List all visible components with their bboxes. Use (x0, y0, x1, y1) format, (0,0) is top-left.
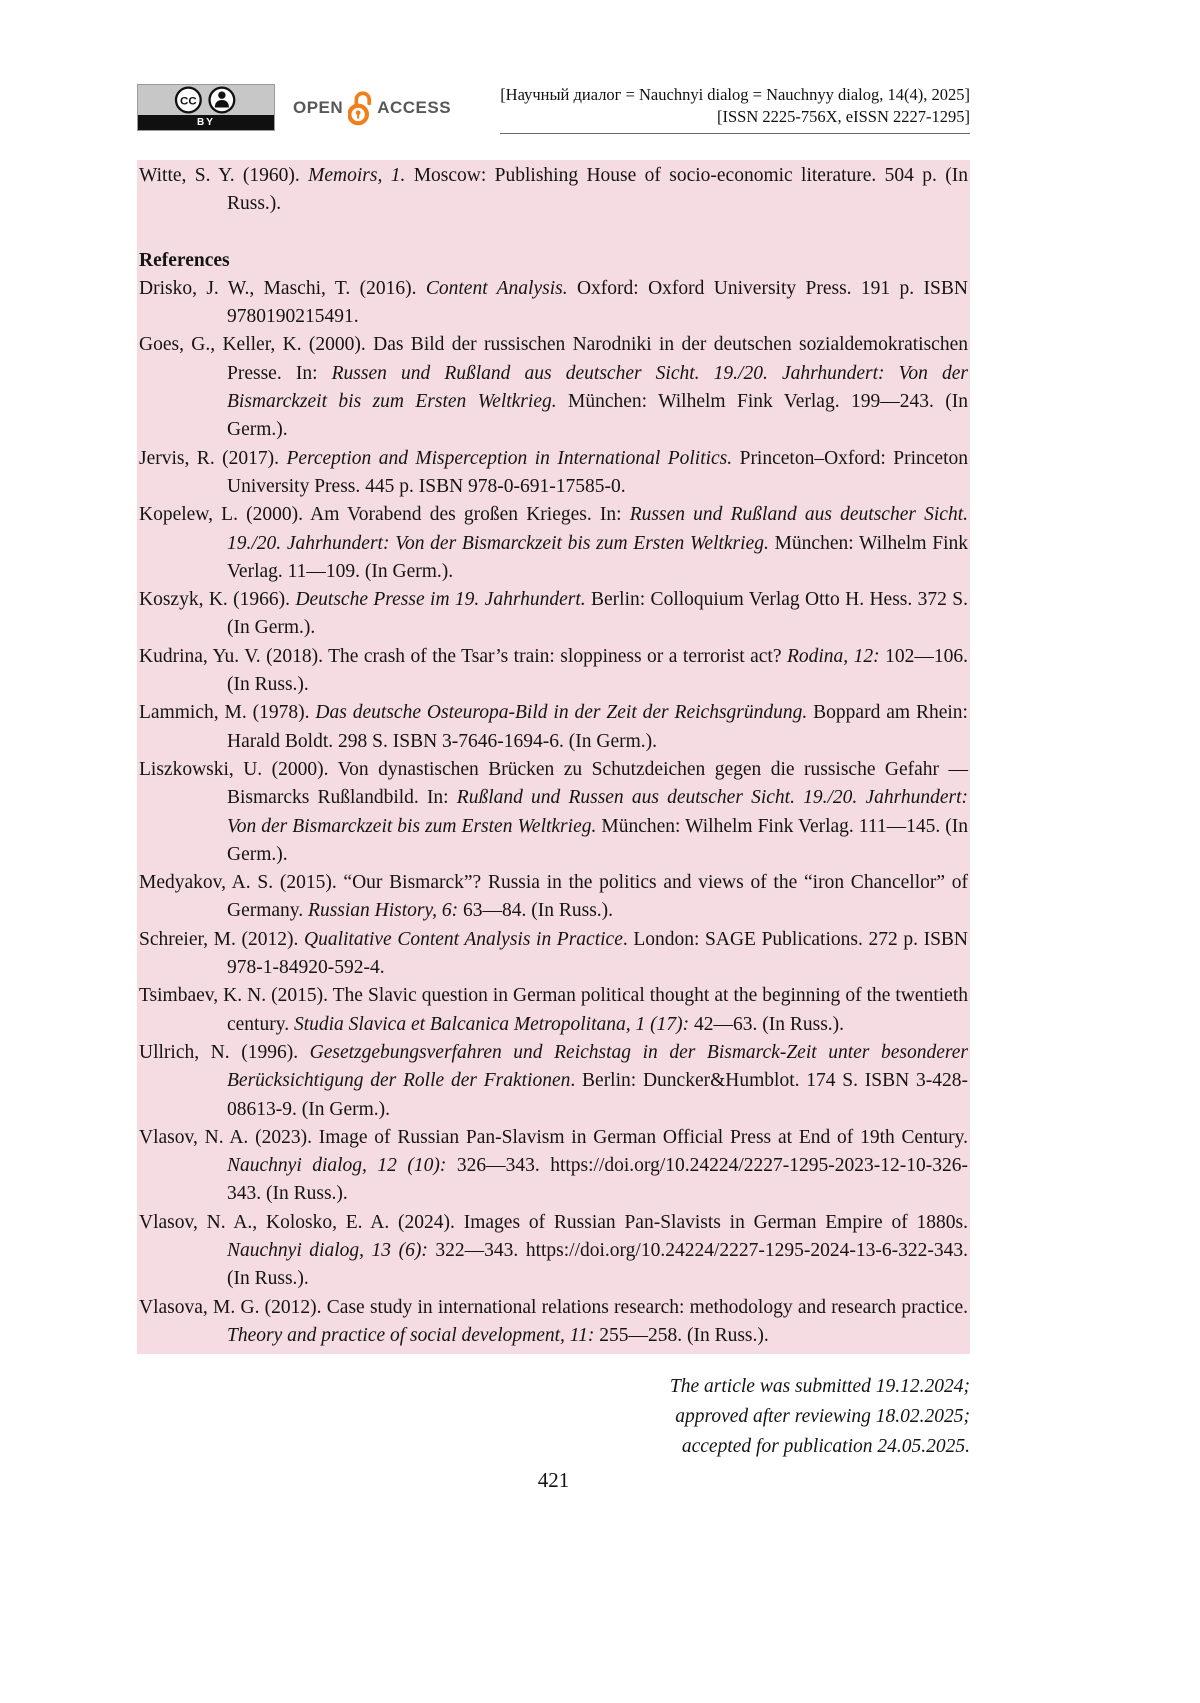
ref-text-segment: Content Analysis. (425, 277, 568, 299)
ref-text-segment: Vlasova, M. G. (2012). Case study in international relations research: methodology and research practice. (139, 1296, 968, 1318)
ref-text-segment: Qualitative Content Analysis in Practice (303, 928, 623, 950)
reference-entry (139, 445, 968, 502)
ref-text-segment: Liszkowski, U. (2000). Von dynastischen Brücken zu Schutzdeichen gegen die russische Gefahr — Bismarcks Rußlandbild. In: (139, 758, 968, 809)
reference-entry (139, 501, 968, 586)
reference-entry (139, 275, 968, 332)
ref-text-segment: Russen und Rußland aus deutscher Sicht. 19./20. Jahrhundert: Von der Bismarckzeit bis zum Ersten Weltkrieg. (227, 504, 968, 554)
journal-header-text (500, 84, 970, 134)
ref-text-segment: Nauchnyi dialog, 13 (6): (227, 1239, 428, 1261)
ref-text-segment: Kudrina, Yu. V. (2018). The crash of the Tsar’s train: sloppiness or a terrorist act? (139, 645, 787, 667)
ref-text-segment: Rußland und Russen aus deutscher Sicht. 19./20. Jahrhundert: Von der Bismarckzeit bis zum Ersten Weltkrieg. (227, 787, 968, 837)
ref-text-segment: Berlin: Colloquium Verlag Otto H. Hess. 372 S. (In Germ.). (227, 589, 968, 639)
ref-text-segment: Gesetzgebungsverfahren und Reichstag in der Bismarck-Zeit unter besonderer Berücksichtigung der Rolle der Fraktionen (227, 1041, 968, 1092)
cc-by-badge (137, 84, 275, 131)
reference-entry (139, 586, 968, 643)
ref-text-segment: 322—343. https://doi.org/10.24224/2227-1295-2024-13-6-322-343. (In Russ.). (227, 1239, 968, 1290)
ref-text-segment: Kopelew, L. (2000). Am Vorabend des großen Krieges. In: (139, 504, 630, 526)
cc-icons (138, 85, 274, 115)
ref-text-segment: Vlasov, N. A., Kolosko, E. A. (2024). Images of Russian Pan-Slavists in German Empire of 1880s. (139, 1211, 968, 1233)
open-label: OPEN (293, 97, 344, 117)
reference-entry (139, 699, 968, 756)
ref-text-segment: Perception and Misperception in International Politics. (286, 447, 733, 469)
ref-text-segment: 255—258. (In Russ.). (594, 1324, 769, 1346)
ref-text-segment: Deutsche Presse im 19. Jahrhundert. (295, 589, 586, 611)
reference-entry (139, 982, 968, 1039)
ref-text-segment: Medyakov, A. S. (2015). “Our Bismarck”? Russia in the politics and views of the “iron Chancellor” of Germany. (139, 872, 968, 922)
ref-text-segment: Princeton–Oxford: Princeton University Press. 445 p. ISBN 978-0-691-17585-0. (227, 447, 968, 497)
ref-text-segment: Theory and practice of social development, 11: (227, 1324, 595, 1346)
references-heading: References (139, 249, 230, 271)
ref-text-segment: München: Wilhelm Fink Verlag. 11—109. (In Germ.). (227, 532, 969, 582)
journal-title-line: [Научный диалог = Nauchnyi dialog = Nauchnyy dialog, 14(4), 2025] (500, 85, 970, 104)
submission-line: The article was submitted 19.12.2024; (669, 1376, 970, 1398)
ref-text-segment: Das deutsche Osteuropa-Bild in der Zeit der Reichsgründung. (315, 702, 808, 724)
cc-icon (164, 85, 248, 115)
ref-text-segment: Lammich, M. (1978). (139, 702, 316, 724)
ref-text-segment: Memoirs, 1. (308, 165, 406, 186)
ref-text-segment: Moscow: Publishing House of socio-economic literature. 504 p. (In Russ.). (227, 165, 968, 215)
ref-text-segment: 102—106. (In Russ.). (227, 645, 969, 696)
ref-text-segment: Tsimbaev, K. N. (2015). The Slavic question in German political thought at the beginning of the twentieth century. (139, 985, 968, 1035)
references-list (139, 275, 968, 1350)
reference-entry (139, 643, 968, 700)
reference-entry (139, 1039, 968, 1124)
ref-text-segment: Koszyk, K. (1966). (139, 589, 296, 611)
ref-text-segment: Schreier, M. (2012). (139, 928, 304, 950)
references-block (137, 160, 970, 1354)
ref-text-segment: München: Wilhelm Fink Verlag. 111—145. (In Germ.). (227, 815, 968, 865)
ref-text-segment: Russen und Rußland aus deutscher Sicht. 19./20. Jahrhundert: Von der Bismarckzeit bis zum Ersten Weltkrieg. (227, 362, 968, 413)
reference-entry (139, 869, 968, 926)
reference-entry (139, 162, 968, 219)
ref-text-segment: Russian History, 6: (308, 900, 459, 922)
ref-text-segment: Studia Slavica et Balcanica Metropolitana, 1 (17): (293, 1013, 690, 1035)
ref-text-segment: . Berlin: Duncker&Humblot. 174 S. ISBN 3-428-08613-9. (In Germ.). (227, 1070, 968, 1120)
access-label: ACCESS (377, 97, 452, 117)
ref-text-segment: Boppard am Rhein: Harald Boldt. 298 S. ISBN 3-7646-1694-6. (In Germ.). (227, 702, 968, 752)
reference-entry (139, 1294, 968, 1351)
ref-text-segment: . London: SAGE Publications. 272 p. ISBN 978-1-84920-592-4. (227, 928, 968, 979)
open-lock-icon (348, 90, 372, 126)
ref-text-segment: Vlasov, N. A. (2023). Image of Russian Pan-Slavism in German Official Press at End of 19th Century. (139, 1126, 968, 1148)
reference-entry (139, 926, 968, 983)
ref-text-segment: Rodina, 12: (786, 645, 880, 667)
ref-text-segment: 42—63. (In Russ.). (689, 1013, 845, 1035)
reference-entry (139, 1209, 968, 1294)
page-content (137, 160, 970, 1462)
ref-text-segment: München: Wilhelm Fink Verlag. 199—243. (In Germ.). (227, 391, 968, 441)
issn-line: [ISSN 2225-756X, eISSN 2227-1295] (717, 107, 970, 126)
submission-line: approved after reviewing 18.02.2025; (675, 1406, 970, 1428)
page-number: 421 (537, 1468, 570, 1492)
reference-entry (139, 756, 968, 869)
open-access-logo (293, 84, 451, 131)
reference-entry (139, 1124, 968, 1209)
ref-text-segment: Ullrich, N. (1996). (139, 1041, 310, 1063)
paragraph-spacer (139, 219, 968, 247)
reference-entry (139, 331, 968, 444)
ref-text-segment: 326—343. https://doi.org/10.24224/2227-1295-2023-12-10-326-343. (In Russ.). (227, 1155, 968, 1205)
ref-text-segment: Goes, G., Keller, K. (2000). Das Bild der russischen Narodniki in der deutschen sozialdemokratischen Presse. In: (139, 334, 968, 384)
ref-text-segment: Oxford: Oxford University Press. 191 p. ISBN 9780190215491. (227, 277, 968, 328)
submission-note (137, 1372, 970, 1462)
ref-text-segment: Nauchnyi dialog, 12 (10): (227, 1155, 447, 1177)
cc-by-label: BY (138, 115, 274, 130)
submission-line: accepted for publication 24.05.2025. (681, 1436, 970, 1458)
ref-text-segment: Witte, S. Y. (1960). (139, 165, 309, 186)
ref-text-segment: Drisko, J. W., Maschi, T. (2016). (139, 277, 426, 299)
ref-text-segment: Jervis, R. (2017). (139, 447, 287, 469)
svg-text:CC: CC (180, 95, 197, 108)
page-header (137, 84, 970, 134)
ref-text-segment: 63—84. (In Russ.). (458, 900, 614, 922)
